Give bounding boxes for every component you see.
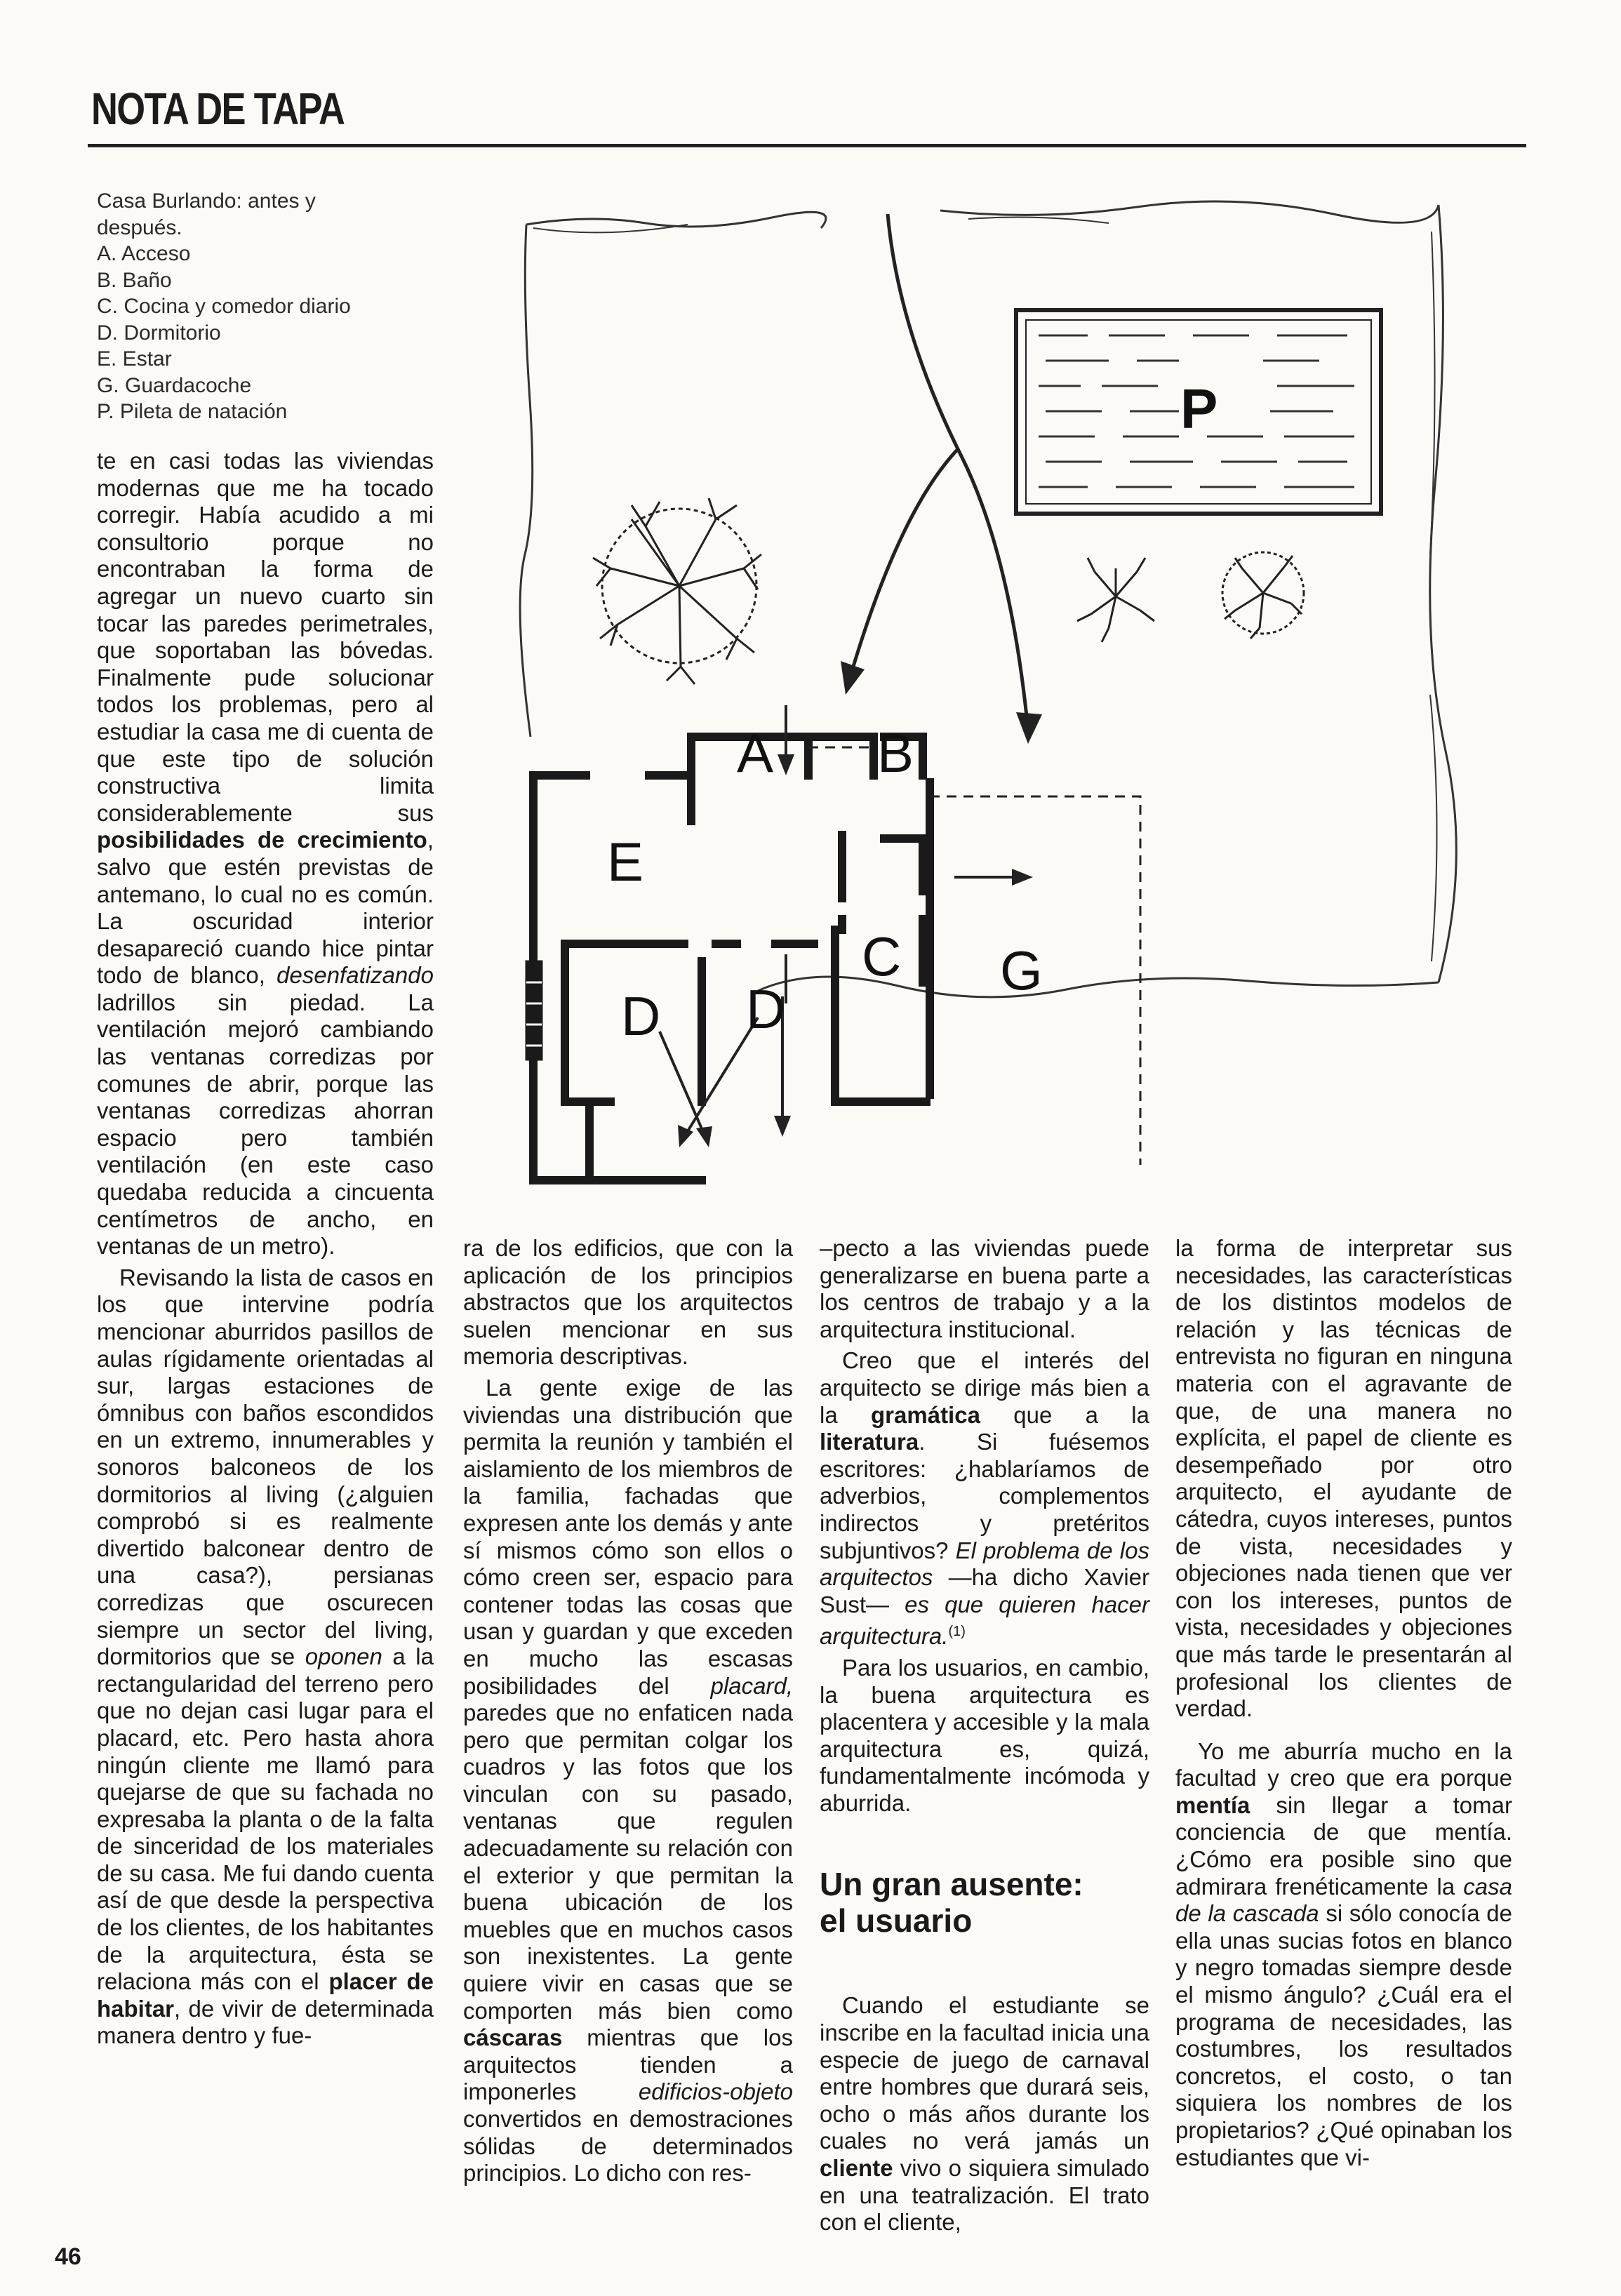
italic-text: El problema de los arquitectos	[820, 1537, 1149, 1591]
paragraph: Para los usuarios, en cambio, la buena arquitectura es placentera y accesible y la mala arquitectura es, quizá, fundamentalmente incómoda y aburrida.	[820, 1654, 1149, 1816]
plan-label-p: P	[1180, 378, 1218, 440]
caption-item: C. Cocina y comedor diario	[97, 295, 351, 318]
small-tree	[1077, 558, 1154, 642]
italic-text: oponen	[305, 1643, 382, 1670]
caption-item: D. Dormitorio	[97, 321, 221, 345]
wall-hatch	[526, 961, 542, 1060]
bold-text: literatura	[820, 1429, 919, 1455]
paragraph	[97, 448, 434, 1260]
caption-title-line2: después.	[97, 215, 182, 239]
caption-item: G. Guardacoche	[97, 373, 252, 397]
bold-text: cáscaras	[463, 2024, 563, 2051]
text-run: Creo que el interés del arquitecto se dirige más bien a la	[820, 1347, 1149, 1428]
page-number: 46	[55, 2243, 81, 2270]
text-run: si sólo conocía de ella unas sucias fotos en blanco y negro tomadas siempre desde el mismo ángulo? ¿Cuál era el programa de necesidades, las costumbres, los resultados concretos, el costo, o tan siquiera los nombres de los propietarios? ¿Qué opinaban los estudiantes que vi-	[1175, 1900, 1512, 2170]
caption-title-line1: Casa Burlando: antes y	[97, 189, 316, 213]
bold-text: placer de habitar	[97, 1968, 434, 2022]
large-tree	[593, 498, 761, 684]
paragraph	[1175, 1738, 1512, 2172]
subheading-line1: Un gran ausente:	[820, 1866, 1083, 1903]
paragraph	[820, 1992, 1149, 2236]
italic-text: desenfatizando	[276, 962, 434, 989]
caption-item: P. Pileta de natación	[97, 400, 288, 423]
text-run: La gente exige de las viviendas una distribución que permita la reunión y también el aislamiento de los miembros de la familia, fachadas que expresen ante los demás y ante sí mismos cómo son ellos o cómo creen ser, espacio para contener todas las cosas que usan y guardan y que exceden en mucho las escasas posibilidades del	[463, 1374, 793, 1699]
text-run: que a la	[980, 1401, 1149, 1428]
floor-plan-drawing	[505, 189, 1474, 1193]
footnote-marker: (1)	[948, 1624, 966, 1640]
text-run: Cuando el estudiante se inscribe en la facultad inicia una especie de juego de carnaval entre hombres que durará seis, ocho o más años durante los cuales no verá jamás un	[820, 1992, 1149, 2154]
italic-text: casa de la cascada	[1175, 1873, 1512, 1927]
text-run: sin llegar a tomar conciencia de que mentía. ¿Cómo era posible sino que admirara frenéticamente la	[1175, 1791, 1512, 1900]
text-run: convertidos en demostraciones sólidas de determinados principios. Lo dicho con res-	[463, 2106, 793, 2187]
text-run: . Si fuésemos escritores: ¿hablaríamos de adverbios, complementos indirectos y pretéritos subjuntivos?	[820, 1429, 1149, 1563]
path-arrowheads	[841, 661, 1042, 744]
bold-text: posibilidades de crecimiento	[97, 827, 427, 853]
paragraph	[820, 1347, 1149, 1650]
plan-label-b: B	[877, 722, 914, 784]
section-title: NOTA DE TAPA	[91, 84, 345, 134]
figure-caption	[97, 188, 434, 425]
text-column-4	[1175, 1235, 1512, 2171]
plan-label-a: A	[737, 722, 774, 784]
header-rule	[88, 144, 1526, 147]
text-run: —ha dicho Xavier Sust—	[820, 1564, 1149, 1617]
paragraph: ra de los edificios, que con la aplicación de los principios abstractos que los arquitectos suelen mencionar en sus memoria descriptivas.	[463, 1235, 793, 1370]
text-run: vivo o siquiera simulado en una teatralización. El trato con el cliente,	[820, 2155, 1149, 2236]
bold-text: gramática	[871, 1401, 980, 1428]
italic-text: placard,	[710, 1672, 793, 1699]
paragraph	[463, 1375, 793, 2187]
bold-text: cliente	[820, 2155, 893, 2182]
plan-label-g: G	[1000, 940, 1043, 1001]
text-run: ladrillos sin piedad. La ventilación mejoró cambiando las ventanas corredizas por comunes de abrir, porque las ventanas corredizas ahorran espacio pero también ventilación (en este caso quedaba reducida a cincuenta centímetros de ancho, en ventanas de un metro).	[97, 989, 434, 1260]
small-tree	[1222, 552, 1304, 639]
text-run: te en casi todas las viviendas modernas que me ha tocado corregir. Había acudido a mi consultorio porque no encontraban la forma de agregar un nuevo cuarto sin tocar las paredes perimetrales, que soportaban las bóvedas. Finalmente pude solucionar todos los problemas, pero al estudiar la casa me di cuenta de que este tipo de solución constructiva limita considerablemente sus	[97, 448, 434, 826]
approach-path	[849, 214, 1028, 730]
pool	[1016, 310, 1381, 514]
plan-label-d: D	[746, 978, 786, 1040]
plan-label-e: E	[607, 831, 644, 893]
caption-item: B. Baño	[97, 268, 172, 292]
paragraph	[97, 1264, 434, 2050]
italic-text: es que quieren hacer arquitectura.	[820, 1591, 1149, 1650]
paragraph: –pecto a las viviendas puede generalizarse en buena parte a los centros de trabajo y a la arquitectura institucional.	[820, 1235, 1149, 1342]
plan-label-c: C	[862, 926, 902, 987]
bold-text: mentía	[1175, 1791, 1250, 1818]
plan-label-d: D	[621, 985, 661, 1047]
caption-item: E. Estar	[97, 347, 172, 371]
italic-text: edificios-objeto	[638, 2078, 793, 2105]
text-run: paredes que no enfaticen nada pero que permitan colgar los cuadros y las fotos que los vinculan con su pasado, ventanas que regulen adecuadamente su relación con el exterior y que permitan la buena ubicación de los muebles que en muchos casos son inexistentes. La gente quiere vivir en casas que se comporten más bien como	[463, 1700, 793, 2024]
text-run: , de vivir de determinada manera dentro y fue-	[97, 1995, 434, 2049]
caption-item: A. Acceso	[97, 242, 191, 265]
paragraph: la forma de interpretar sus necesidades, las características de los distintos modelos de relación y las técnicas de entrevista no figuran en ninguna materia con el agravante de que, de una manera no explícita, el papel de cliente es desempeñado por otro arquitecto, el ayudante de cátedra, cuyos intereses, puntos de vista, necesidades y objeciones nada tienen que ver con los intereses, puntos de vista, necesidades y objeciones que más tarde le presentarán al profesional los clientes de verdad.	[1175, 1235, 1512, 1722]
text-run: , salvo que estén previstas de antemano, lo cual no es común. La oscuridad interior desapareció cuando hice pintar todo de blanco,	[97, 827, 434, 989]
text-column-3	[820, 1235, 1149, 2236]
subheading-line2: el usuario	[820, 1902, 973, 1940]
text-run: mientras que los arquitectos tienden a imponerles	[463, 2024, 793, 2105]
text-run: Revisando la lista de casos en los que intervine podría mencionar aburridos pasillos de aulas rígidamente orientadas al sur, largas estaciones de ómnibus con baños escondidos en un extremo, innumerables y sonoros balconeos de los dormitorios al living (¿alguien comprobó si es realmente divertido balconear dentro de una casa?), persianas corredizas que oscurecen siempre un sector del living, dormitorios que se	[97, 1264, 434, 1670]
text-column-2	[463, 1235, 793, 2187]
text-run: Yo me aburría mucho en la facultad y creo que era porque	[1175, 1737, 1512, 1791]
text-run: a la rectangularidad del terreno pero que no dejan casi lugar para el placard, etc. Pero hasta ahora ningún cliente me llamó para quejarse de que su fachada no expresaba la planta o de la falta de sinceridad de los materiales de su casa. Me fui dando cuenta así de que desde la perspectiva de los clientes, de los habitantes de la arquitectura, ésta se relaciona más con el	[97, 1643, 434, 1995]
circulation-arrowheads	[678, 754, 1033, 1147]
text-column-1	[97, 448, 434, 2050]
